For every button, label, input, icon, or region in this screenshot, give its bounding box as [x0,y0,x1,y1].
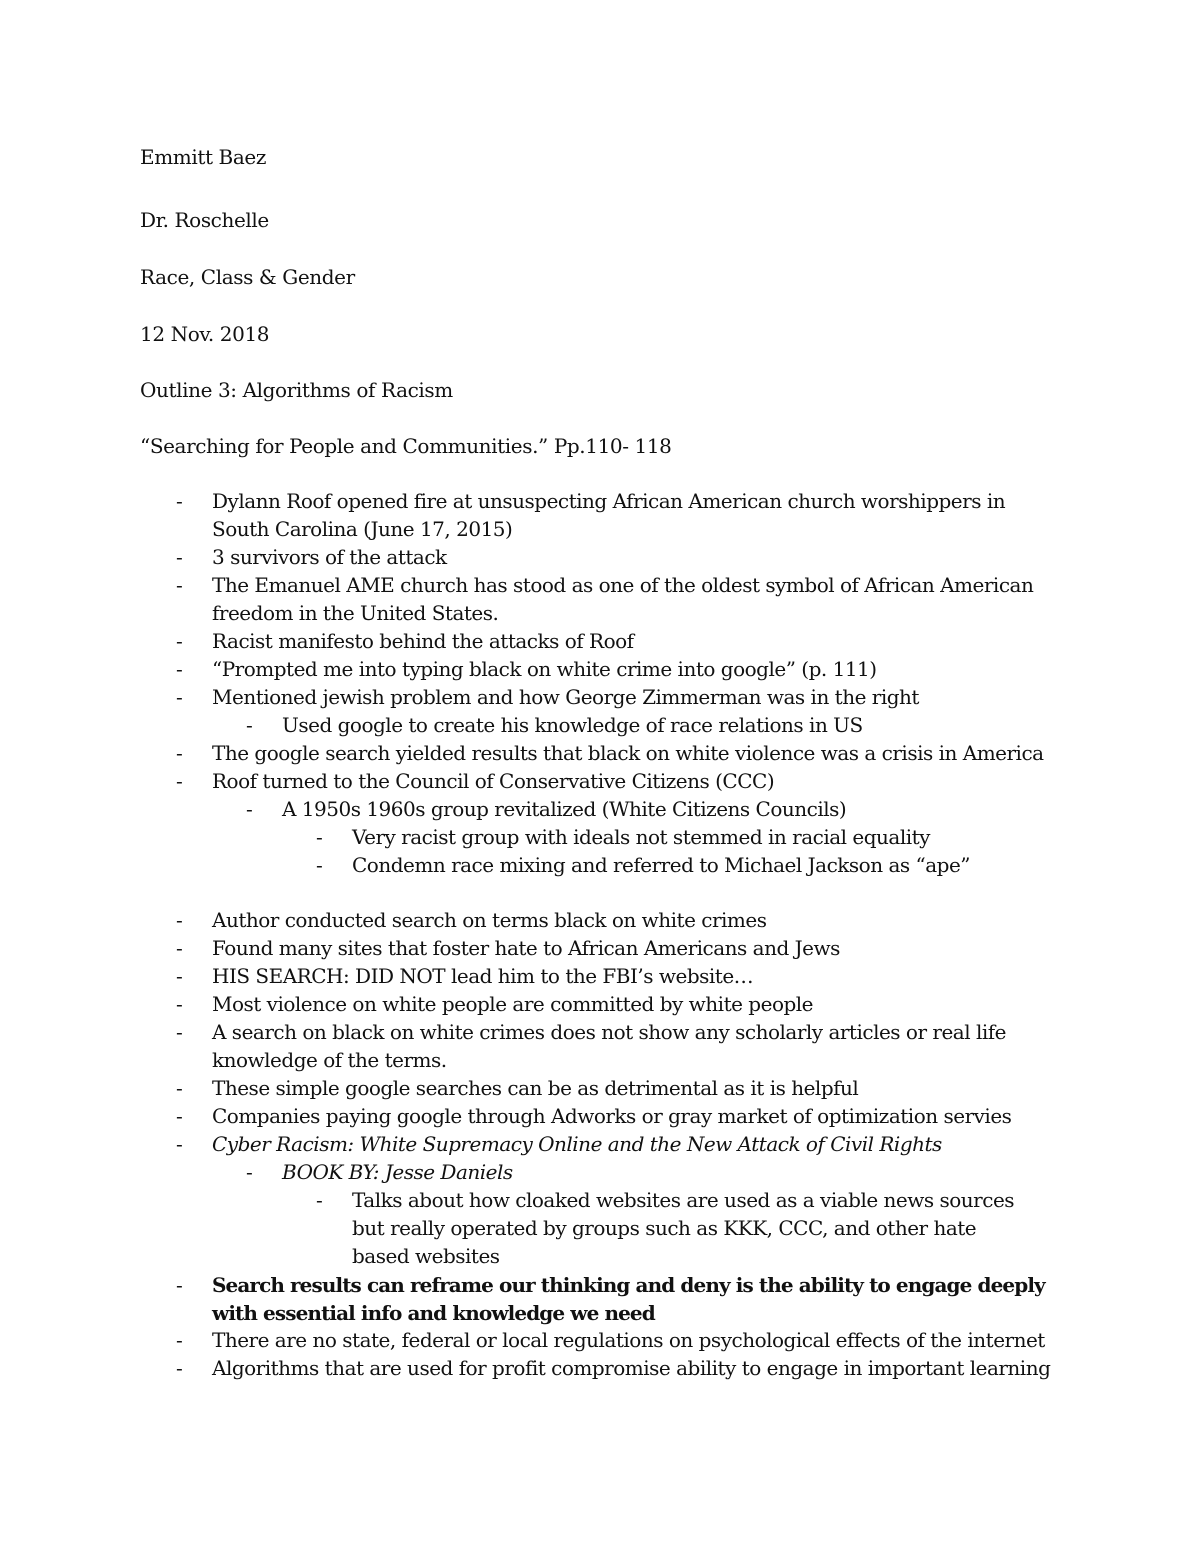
list-item-text: Very racist group with ideals not stemmed in racial equality [352,825,930,849]
list-item [176,627,1066,655]
list-item-text: A search on black on white crimes does not show any scholarly articles or real life knowledge of the terms. [212,1020,1006,1072]
bullet-dash: - [176,1104,183,1128]
list-item [176,990,1066,1018]
bullet-dash: - [176,908,183,932]
reading-reference: “Searching for People and Communities.” Pp.110- 118 [140,434,672,458]
list-item [176,1018,1066,1074]
list-item [176,767,1066,795]
bullet-dash: - [316,825,323,849]
author-name: Emmitt Baez [140,145,266,169]
list-item [176,683,1066,711]
bullet-dash: - [176,545,183,569]
list-item [246,1158,1046,1186]
bullet-dash: - [176,685,183,709]
bullet-dash: - [176,992,183,1016]
bullet-dash: - [176,489,183,513]
list-item [176,962,1066,990]
list-item [176,1326,1066,1354]
document-title: Outline 3: Algorithms of Racism [140,378,453,402]
list-item-text: “Prompted me into typing black on white crime into google” (p. 111) [212,657,877,681]
bullet-dash: - [176,1020,183,1044]
bullet-dash: - [176,1356,183,1380]
bullet-dash: - [176,741,183,765]
list-item [316,823,1036,851]
list-item [176,1074,1066,1102]
document-date: 12 Nov. 2018 [140,322,270,346]
book-author: BOOK BY: Jesse Daniels [282,1160,513,1184]
list-item-text: Racist manifesto behind the attacks of Roof [212,629,634,653]
bullet-dash: - [176,1132,183,1156]
list-item [176,543,1066,571]
bullet-dash: - [176,769,183,793]
list-item [176,739,1066,767]
list-item [246,711,1046,739]
bullet-dash: - [176,936,183,960]
list-item-text: Algorithms that are used for profit compromise ability to engage in important learning [212,1356,1051,1380]
bullet-dash: - [176,573,183,597]
course-name: Race, Class & Gender [140,265,355,289]
list-item [176,487,1066,543]
book-title: Cyber Racism: White Supremacy Online and the New Attack of Civil Rights [212,1132,942,1156]
list-item-text: The google search yielded results that black on white violence was a crisis in America [212,741,1044,765]
list-item [176,906,1066,934]
list-item [176,934,1066,962]
list-item [316,1186,1036,1270]
bullet-dash: - [246,797,253,821]
list-item-text: A 1950s 1960s group revitalized (White Citizens Councils) [282,797,847,821]
list-item [176,1271,1066,1327]
list-item-text: Condemn race mixing and referred to Michael Jackson as “ape” [352,853,971,877]
list-item-text: Found many sites that foster hate to African Americans and Jews [212,936,840,960]
list-item-text: Roof turned to the Council of Conservative Citizens (CCC) [212,769,775,793]
list-item-text: Dylann Roof opened fire at unsuspecting African American church worshippers in South Carolina (June 17, 2015) [212,489,1006,541]
bullet-dash: - [176,657,183,681]
bullet-dash: - [316,1188,323,1212]
list-item-text: Mentioned jewish problem and how George Zimmerman was in the right [212,685,919,709]
list-item-text: 3 survivors of the attack [212,545,447,569]
bullet-dash: - [176,1273,183,1297]
list-item [316,851,1036,879]
list-item-text: The Emanuel AME church has stood as one of the oldest symbol of African American freedom in the United States. [212,573,1034,625]
list-item [176,1130,1066,1158]
bullet-dash: - [176,629,183,653]
list-item-text: Companies paying google through Adworks or gray market of optimization servies [212,1104,1012,1128]
instructor-name: Dr. Roschelle [140,208,269,232]
list-item [176,655,1066,683]
list-item-text: These simple google searches can be as detrimental as it is helpful [212,1076,859,1100]
bullet-dash: - [246,1160,253,1184]
list-item [246,795,1046,823]
bullet-dash: - [246,713,253,737]
list-item [176,1102,1066,1130]
list-item-text: Author conducted search on terms black on white crimes [212,908,767,932]
list-item [176,1354,1066,1382]
list-item [176,571,1066,627]
list-item-text: HIS SEARCH: DID NOT lead him to the FBI’s website… [212,964,754,988]
list-item-text: Used google to create his knowledge of race relations in US [282,713,863,737]
list-item-text: There are no state, federal or local regulations on psychological effects of the internet [212,1328,1045,1352]
bullet-dash: - [176,1328,183,1352]
bullet-dash: - [176,1076,183,1100]
bullet-dash: - [316,853,323,877]
list-item-text: Talks about how cloaked websites are used as a viable news sources but really operated by groups such as KKK, CCC, and other hate based websites [352,1188,1015,1268]
list-item-text: Most violence on white people are committed by white people [212,992,814,1016]
bullet-dash: - [176,964,183,988]
key-point-text: Search results can reframe our thinking and deny is the ability to engage deeply with essential info and knowledge we need [212,1273,1045,1325]
